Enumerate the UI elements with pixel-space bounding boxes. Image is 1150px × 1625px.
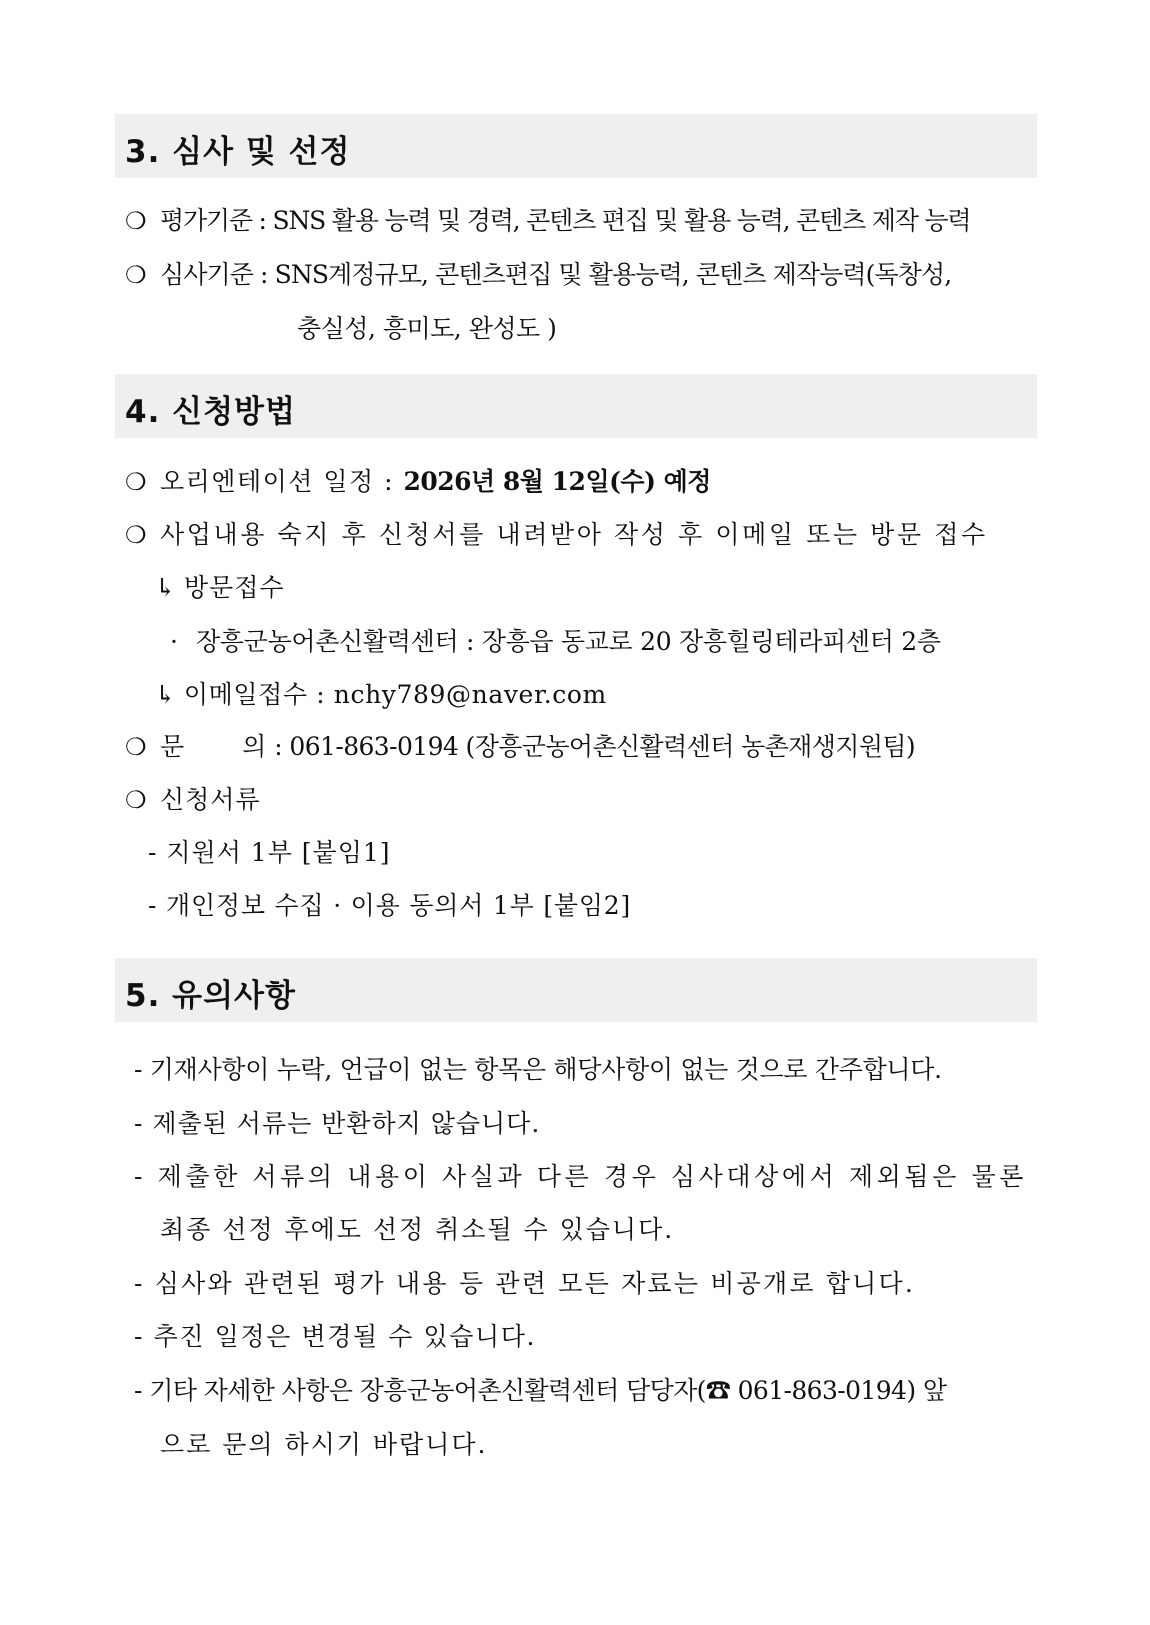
- section-3-header: [115, 114, 1037, 178]
- inquiry-label-a: 문: [160, 732, 185, 761]
- bullet-circle: ❍: [125, 468, 147, 496]
- criteria-review: 심사기준 : SNS계정규모, 콘텐츠편집 및 활용능력, 콘텐츠 제작능력(독창성,: [160, 260, 952, 289]
- document-item: - 지원서 1부 [붙임1]: [148, 838, 391, 867]
- inquiry-line: [160, 731, 915, 763]
- section-5-header: [115, 958, 1037, 1022]
- submission-method: 사업내용 숙지 후 신청서를 내려받아 작성 후 이메일 또는 방문 접수: [160, 520, 988, 549]
- visit-submission: [155, 572, 285, 604]
- bullet-circle: ❍: [125, 733, 147, 761]
- note-item: - 제출된 서류는 반환하지 않습니다.: [134, 1109, 541, 1138]
- bullet-circle: ❍: [125, 521, 147, 549]
- section-5-title: 5. 유의사항: [125, 978, 296, 1014]
- orientation-date: 2026년 8월 12일(수) 예정: [403, 467, 711, 496]
- note-item-continued: 으로 문의 하시기 바랍니다.: [160, 1430, 488, 1459]
- section-3-title: 3. 심사 및 선정: [125, 134, 351, 170]
- criteria-evaluation: 평가기준 : SNS 활용 능력 및 경력, 콘텐츠 편집 및 활용 능력, 콘텐츠 제작 능력: [160, 206, 971, 235]
- orientation-label: 오리엔테이션 일정 :: [160, 467, 404, 496]
- note-item: - 심사와 관련된 평가 내용 등 관련 모든 자료는 비공개로 합니다.: [134, 1269, 916, 1298]
- inquiry-label-b: 의: [242, 732, 267, 761]
- bullet-circle: ❍: [125, 261, 147, 289]
- dot-bullet: ·: [170, 627, 178, 656]
- bullet-circle: ❍: [125, 207, 147, 235]
- note-item: - 제출한 서류의 내용이 사실과 다른 경우 심사대상에서 제외됨은 물론: [134, 1162, 1027, 1191]
- visit-address-text: 장흥군농어촌신활력센터 : 장흥읍 동교로 20 장흥힐링테라피센터 2층: [195, 627, 941, 656]
- documents-label: 신청서류: [160, 785, 261, 814]
- criteria-review-continued: 충실성, 흥미도, 완성도 ): [297, 314, 557, 343]
- section-4-header: [115, 374, 1037, 438]
- note-item: - 추진 일정은 변경될 수 있습니다.: [134, 1322, 537, 1351]
- document-item: - 개인정보 수집 · 이용 동의서 1부 [붙임2]: [148, 891, 632, 920]
- visit-label: 방문접수: [183, 573, 285, 602]
- note-item: - 기타 자세한 사항은 장흥군농어촌신활력센터 담당자(☎ 061-863-0194) 앞: [134, 1376, 947, 1405]
- bullet-circle: ❍: [125, 786, 147, 814]
- visit-address: [170, 626, 941, 658]
- orientation-line: [160, 466, 711, 498]
- note-item: - 기재사항이 누락, 언급이 없는 항목은 해당사항이 없는 것으로 간주합니다.: [134, 1055, 942, 1084]
- arrow-icon: ↳: [155, 573, 176, 602]
- inquiry-text: : 061-863-0194 (장흥군농어촌신활력센터 농촌재생지원팀): [274, 732, 916, 761]
- arrow-icon: ↳: [155, 680, 176, 709]
- email-submission-text: 이메일접수 : nchy789@naver.com: [183, 680, 607, 709]
- email-submission: [155, 679, 607, 711]
- section-4-title: 4. 신청방법: [125, 394, 296, 430]
- note-item-continued: 최종 선정 후에도 선정 취소될 수 있습니다.: [160, 1215, 675, 1244]
